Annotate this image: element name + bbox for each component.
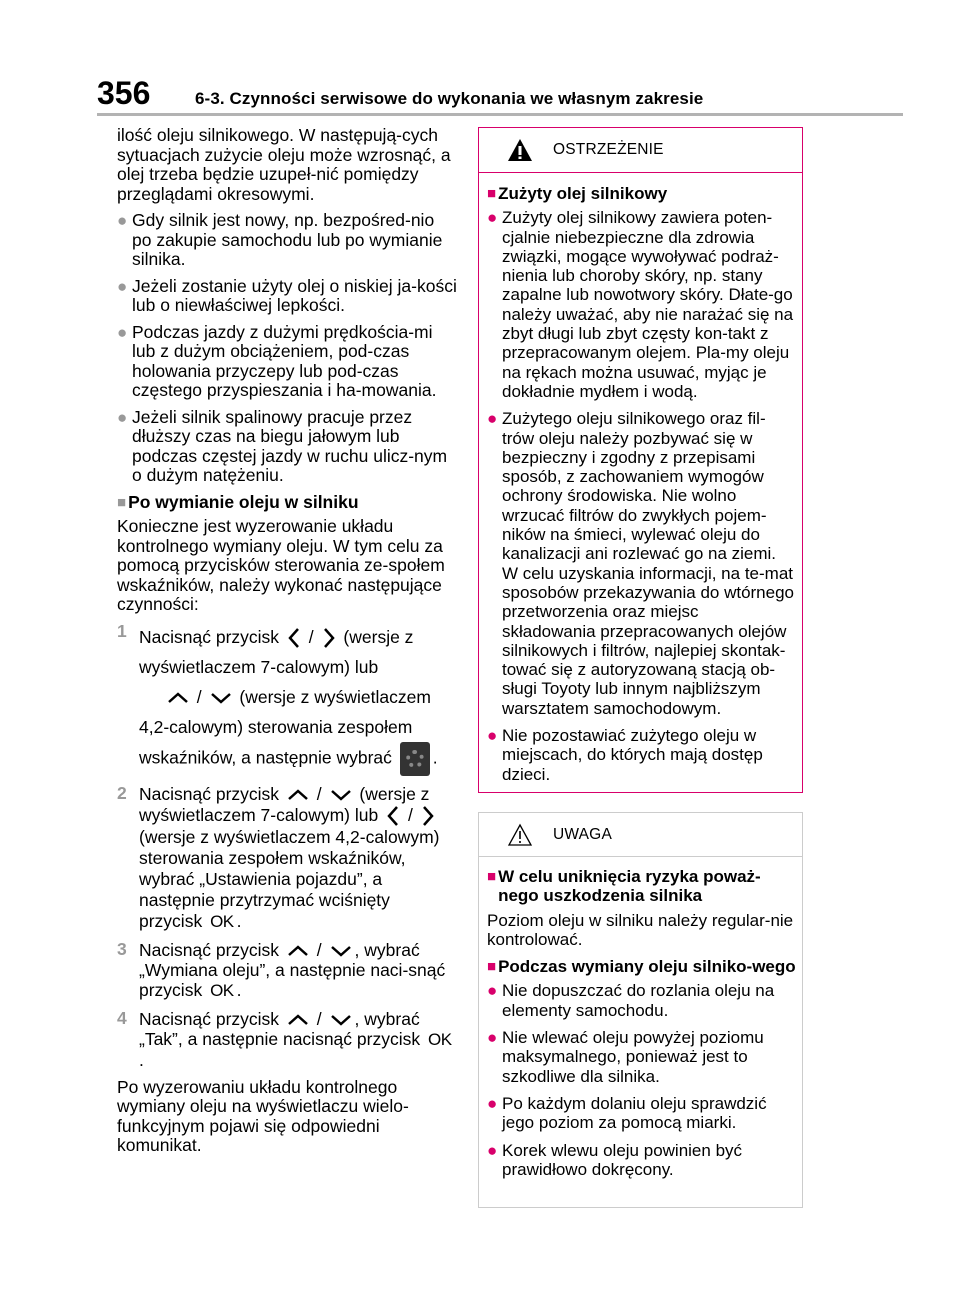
- chevron-up-icon: [167, 691, 189, 705]
- page-header: [97, 75, 703, 112]
- page-number: 356: [97, 75, 151, 111]
- bullet-dot-icon: ●: [117, 407, 128, 427]
- chevron-left-icon: [386, 805, 400, 827]
- step-2: 2 Nacisnąć przycisk / (wersje z wyświetlaczem 7-calowym) lub / (wersje z wyświetlaczem 4,2-calowym) sterowania zespołem wskaźników, wybrać „Ustawienia pojazdu”, a następnie przytrzymać wciśnięty przycisk OK .: [117, 782, 440, 931]
- chevron-up-icon: [287, 1013, 309, 1027]
- notice-header: [479, 813, 802, 857]
- ok-button-icon: OK: [427, 1029, 452, 1049]
- list-item: ● Zużytego oleju silnikowego oraz fil-trów oleju należy pozbywać się w bezpieczny i zgodny z przepisami sposób, z zachowaniem wymogów ochrony środowiska. Nie wolno wrzucać filtrów do zwykłych pojem-ników na śmieci, wylewać oleju do kanalizacji ani rozlewać go na ziemi. W celu uzyskania informacji, na te-mat sposobów przekazywania do wtórnego przetworzenia oraz miejsc składowania przepracowanych olejów silnikowych i filtrów, najlepiej skontak-tować się z autoryzowaną stacją ob-sługi Toyoty lub innym najbliższym warsztatem samochodowym.: [487, 409, 795, 718]
- chevron-up-icon: [287, 944, 309, 958]
- square-bullet-icon: ■: [487, 868, 497, 885]
- chevron-right-icon: [421, 805, 435, 827]
- chevron-down-icon: [330, 1013, 352, 1027]
- bullet-dot-icon: ●: [487, 981, 498, 1001]
- step-4: 4 Nacisnąć przycisk / , wybrać „Tak”, a następnie nacisnąć przycisk OK.: [117, 1007, 452, 1070]
- warning-heading: ■ Zużyty olej silnikowy: [487, 184, 668, 203]
- outro-paragraph: Po wyzerowaniu układu kontrolnego wymiany oleju na wyświetlaczu wielo-funkcyjnym pojawi się odpowiedni komunikat.: [117, 1076, 409, 1156]
- warning-title: OSTRZEŻENIE: [553, 141, 664, 158]
- warning-box: [478, 127, 803, 793]
- bullet-dot-icon: ●: [117, 211, 128, 230]
- list-item: ● Korek wlewu oleju powinien być prawidłowo dokręcony.: [487, 1140, 743, 1179]
- bullet-dot-icon: ●: [487, 409, 498, 429]
- chevron-down-icon: [210, 691, 232, 705]
- step-number: 1: [117, 620, 127, 641]
- list-item: ● Nie pozostawiać zużytego oleju w miejscach, do których mają dostęp dzieci.: [487, 726, 763, 784]
- bullet-dot-icon: ●: [117, 322, 128, 342]
- chevron-right-icon: [322, 627, 336, 649]
- list-item: ● Zużyty olej silnikowy zawiera poten-cjalnie niebezpieczne dla zdrowia związki, mogące wywoływać podraż-nienia lub choroby skóry, np. stany zapalne lub nowotwory skóry. Dłate-go należy uważać, aby nie narażać się na zbyt długi lub zbyt częsty kon-takt z przepracowanym olejem. Pla-my oleju na rękach można usuwać, myjąc je dokładnie mydłem i wodą.: [487, 208, 794, 401]
- header-rule: [97, 113, 903, 116]
- square-bullet-icon: ■: [117, 493, 127, 511]
- ok-button-icon: OK: [210, 980, 234, 1000]
- intro-paragraph: ilość oleju silnikowego. W następują-cych sytuacjach zużycie oleju może wzrosnąć, a olej trzeba będzie uzupeł-nić pomiędzy przeglądami okresowymi.: [117, 125, 451, 204]
- bullet-dot-icon: ●: [487, 1028, 498, 1048]
- chevron-left-icon: [287, 627, 301, 649]
- list-item: ● Nie wlewać oleju powyżej poziomu maksymalnego, ponieważ jest to szkodliwe dla silnika.: [487, 1028, 764, 1086]
- step-3: 3 Nacisnąć przycisk / , wybrać „Wymiana oleju”, a następnie naci-snąć przycisk OK .: [117, 938, 446, 1000]
- caution-triangle-icon: [507, 823, 533, 847]
- step-number: 4: [117, 1007, 127, 1028]
- procedure-intro: Konieczne jest wyzerowanie układu kontrolnego wymiany oleju. W tym celu za pomocą przycisków sterowania ze-społem wskaźników, należy wykonać następujące czynności:: [117, 516, 445, 614]
- chevron-down-icon: [330, 788, 352, 802]
- list-item: ● Podczas jazdy z dużymi prędkościa-mi lub z dużym obciążeniem, pod-czas holowania przyczepy lub pod-czas częstego przyspieszania i ha-mowania.: [117, 321, 437, 400]
- left-column: [117, 126, 457, 1163]
- warning-triangle-icon: [507, 138, 533, 162]
- chevron-down-icon: [330, 944, 352, 958]
- list-item: ● Jeżeli zostanie użyty olej o niskiej ja-kości lub o niewłaściwej lepkości.: [117, 275, 457, 315]
- notice-heading: ■ W celu uniknięcia ryzyka poważ-nego uszkodzenia silnika: [487, 867, 761, 906]
- chevron-up-icon: [287, 788, 309, 802]
- list-item: ● Po każdym dolaniu oleju sprawdzić jego poziom za pomocą miarki.: [487, 1093, 767, 1133]
- bullet-dot-icon: ●: [487, 208, 498, 228]
- list-item: ● Jeżeli silnik spalinowy pracuje przez dłuższy czas na biegu jałowym lub podczas częstej jazdy w ruchu ulicz-nym o dużym natężeniu.: [117, 406, 448, 485]
- warning-header: [479, 128, 802, 173]
- settings-gear-icon: [400, 742, 430, 776]
- subsection-heading: ■ Po wymianie oleju w silniku: [117, 491, 359, 512]
- step-number: 3: [117, 938, 127, 959]
- notice-box: [478, 812, 803, 1208]
- list-item: ● Nie dopuszczać do rozlania oleju na elementy samochodu.: [487, 981, 775, 1020]
- bullet-dot-icon: ●: [487, 1140, 498, 1160]
- notice-heading: ■ Podczas wymiany oleju silniko-wego: [487, 957, 796, 977]
- square-bullet-icon: ■: [487, 185, 497, 202]
- bullet-dot-icon: ●: [487, 726, 498, 746]
- section-title: 6-3. Czynności serwisowe do wykonania we własnym zakresie: [195, 89, 704, 108]
- bullet-dot-icon: ●: [117, 276, 128, 296]
- bullet-dot-icon: ●: [487, 1093, 498, 1113]
- square-bullet-icon: ■: [487, 958, 497, 976]
- ok-button-icon: OK: [210, 911, 234, 931]
- notice-paragraph: Poziom oleju w silniku należy regular-nie kontrolować.: [487, 910, 794, 949]
- step-1: 1 Nacisnąć przycisk / (wersje z wyświetlaczem 7-calowym) lub / (wersje z wyświetlaczem 4,2-calowym) sterowania zespołem wskaźników, a następnie wybrać .: [117, 622, 457, 776]
- notice-title: UWAGA: [553, 825, 612, 843]
- list-item: ● Gdy silnik jest nowy, np. bezpośred-nio po zakupie samochodu lub po wymianie silnika.: [117, 210, 443, 269]
- step-number: 2: [117, 782, 127, 803]
